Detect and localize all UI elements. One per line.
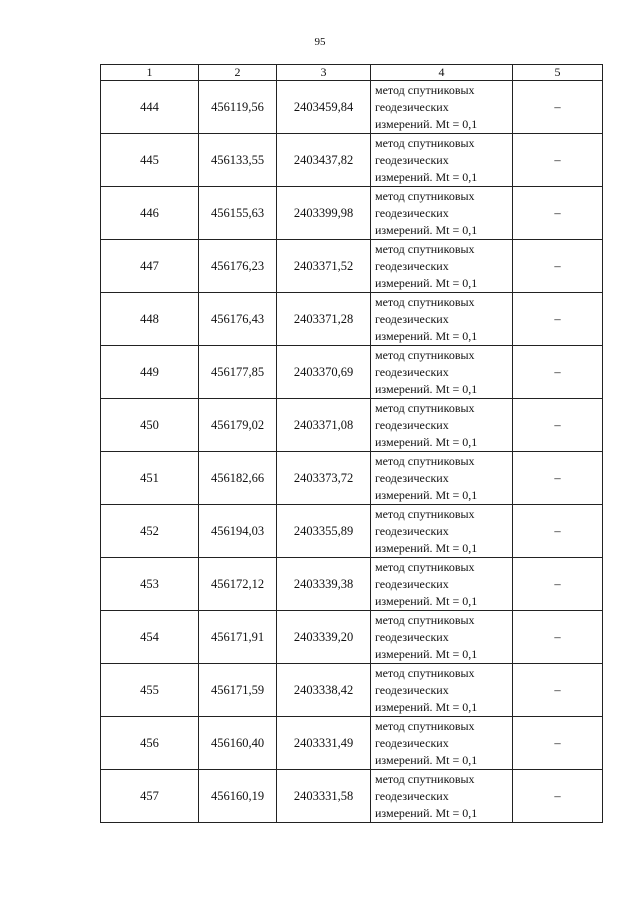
point-number-cell: 448 [101, 293, 199, 346]
description-cell: – [513, 134, 603, 187]
method-cell [371, 134, 513, 187]
point-number-cell: 454 [101, 611, 199, 664]
method-line: измерений. Mt = 0,1 [375, 116, 478, 131]
point-number-cell: 446 [101, 187, 199, 240]
y-coordinate-cell: 2403371,52 [277, 240, 371, 293]
method-line: измерений. Mt = 0,1 [375, 169, 478, 184]
method-line: геодезических [375, 470, 449, 485]
description-cell: – [513, 399, 603, 452]
x-coordinate-cell: 456171,59 [199, 664, 277, 717]
method-line: измерений. Mt = 0,1 [375, 540, 478, 555]
point-number-cell: 444 [101, 81, 199, 134]
description-cell: – [513, 664, 603, 717]
point-number-cell: 453 [101, 558, 199, 611]
method-line: измерений. Mt = 0,1 [375, 381, 478, 396]
method-line: геодезических [375, 152, 449, 167]
method-line: метод спутниковых [375, 241, 475, 256]
table-row [101, 134, 603, 187]
y-coordinate-cell: 2403371,28 [277, 293, 371, 346]
coordinates-table [100, 64, 603, 823]
x-coordinate-cell: 456176,43 [199, 293, 277, 346]
method-line: измерений. Mt = 0,1 [375, 275, 478, 290]
point-number-cell: 451 [101, 452, 199, 505]
method-line: метод спутниковых [375, 612, 475, 627]
table-row [101, 505, 603, 558]
y-coordinate-cell: 2403339,38 [277, 558, 371, 611]
table-body [101, 81, 603, 823]
y-coordinate-cell: 2403355,89 [277, 505, 371, 558]
method-line: метод спутниковых [375, 665, 475, 680]
method-cell [371, 81, 513, 134]
table-header-row [101, 65, 603, 81]
table-row [101, 346, 603, 399]
method-line: метод спутниковых [375, 188, 475, 203]
method-line: измерений. Mt = 0,1 [375, 593, 478, 608]
method-line: метод спутниковых [375, 135, 475, 150]
method-line: метод спутниковых [375, 718, 475, 733]
x-coordinate-cell: 456160,19 [199, 770, 277, 823]
description-cell: – [513, 81, 603, 134]
table-row [101, 293, 603, 346]
x-coordinate-cell: 456176,23 [199, 240, 277, 293]
method-line: измерений. Mt = 0,1 [375, 699, 478, 714]
y-coordinate-cell: 2403459,84 [277, 81, 371, 134]
method-cell [371, 611, 513, 664]
method-line: геодезических [375, 99, 449, 114]
description-cell: – [513, 505, 603, 558]
method-line: метод спутниковых [375, 82, 475, 97]
x-coordinate-cell: 456160,40 [199, 717, 277, 770]
y-coordinate-cell: 2403338,42 [277, 664, 371, 717]
point-number-cell: 447 [101, 240, 199, 293]
y-coordinate-cell: 2403371,08 [277, 399, 371, 452]
description-cell: – [513, 187, 603, 240]
y-coordinate-cell: 2403339,20 [277, 611, 371, 664]
table-row [101, 187, 603, 240]
x-coordinate-cell: 456194,03 [199, 505, 277, 558]
method-line: геодезических [375, 258, 449, 273]
method-cell [371, 770, 513, 823]
table-row [101, 558, 603, 611]
point-number-cell: 457 [101, 770, 199, 823]
column-header-1: 1 [101, 65, 199, 81]
column-header-5: 5 [513, 65, 603, 81]
x-coordinate-cell: 456179,02 [199, 399, 277, 452]
x-coordinate-cell: 456172,12 [199, 558, 277, 611]
method-cell [371, 187, 513, 240]
y-coordinate-cell: 2403331,58 [277, 770, 371, 823]
y-coordinate-cell: 2403437,82 [277, 134, 371, 187]
method-line: метод спутниковых [375, 400, 475, 415]
x-coordinate-cell: 456119,56 [199, 81, 277, 134]
x-coordinate-cell: 456133,55 [199, 134, 277, 187]
y-coordinate-cell: 2403373,72 [277, 452, 371, 505]
method-line: геодезических [375, 205, 449, 220]
description-cell: – [513, 717, 603, 770]
method-line: измерений. Mt = 0,1 [375, 487, 478, 502]
y-coordinate-cell: 2403331,49 [277, 717, 371, 770]
method-line: измерений. Mt = 0,1 [375, 222, 478, 237]
method-cell [371, 399, 513, 452]
y-coordinate-cell: 2403399,98 [277, 187, 371, 240]
table-row [101, 81, 603, 134]
description-cell: – [513, 611, 603, 664]
description-cell: – [513, 240, 603, 293]
method-line: геодезических [375, 682, 449, 697]
x-coordinate-cell: 456182,66 [199, 452, 277, 505]
method-line: геодезических [375, 735, 449, 750]
column-header-3: 3 [277, 65, 371, 81]
table-row [101, 452, 603, 505]
method-line: геодезических [375, 788, 449, 803]
method-line: геодезических [375, 576, 449, 591]
description-cell: – [513, 346, 603, 399]
method-line: измерений. Mt = 0,1 [375, 805, 478, 820]
description-cell: – [513, 558, 603, 611]
method-line: геодезических [375, 364, 449, 379]
method-line: геодезических [375, 417, 449, 432]
method-line: метод спутниковых [375, 347, 475, 362]
column-header-4: 4 [371, 65, 513, 81]
point-number-cell: 450 [101, 399, 199, 452]
method-cell [371, 558, 513, 611]
method-line: геодезических [375, 523, 449, 538]
point-number-cell: 455 [101, 664, 199, 717]
table-row [101, 240, 603, 293]
point-number-cell: 452 [101, 505, 199, 558]
table-row [101, 611, 603, 664]
method-line: геодезических [375, 311, 449, 326]
method-line: измерений. Mt = 0,1 [375, 752, 478, 767]
method-cell [371, 240, 513, 293]
x-coordinate-cell: 456171,91 [199, 611, 277, 664]
method-line: геодезических [375, 629, 449, 644]
point-number-cell: 449 [101, 346, 199, 399]
page-number: 95 [314, 36, 326, 48]
description-cell: – [513, 293, 603, 346]
method-line: измерений. Mt = 0,1 [375, 328, 478, 343]
description-cell: – [513, 452, 603, 505]
method-line: метод спутниковых [375, 506, 475, 521]
method-cell [371, 664, 513, 717]
method-line: метод спутниковых [375, 294, 475, 309]
method-cell [371, 505, 513, 558]
point-number-cell: 456 [101, 717, 199, 770]
table-row [101, 664, 603, 717]
point-number-cell: 445 [101, 134, 199, 187]
method-cell [371, 717, 513, 770]
method-cell [371, 452, 513, 505]
method-cell [371, 346, 513, 399]
x-coordinate-cell: 456177,85 [199, 346, 277, 399]
method-line: измерений. Mt = 0,1 [375, 646, 478, 661]
method-line: метод спутниковых [375, 559, 475, 574]
column-header-2: 2 [199, 65, 277, 81]
method-line: метод спутниковых [375, 453, 475, 468]
method-line: измерений. Mt = 0,1 [375, 434, 478, 449]
method-cell [371, 293, 513, 346]
description-cell: – [513, 770, 603, 823]
table-row [101, 399, 603, 452]
method-line: метод спутниковых [375, 771, 475, 786]
x-coordinate-cell: 456155,63 [199, 187, 277, 240]
table-row [101, 717, 603, 770]
y-coordinate-cell: 2403370,69 [277, 346, 371, 399]
table-row [101, 770, 603, 823]
